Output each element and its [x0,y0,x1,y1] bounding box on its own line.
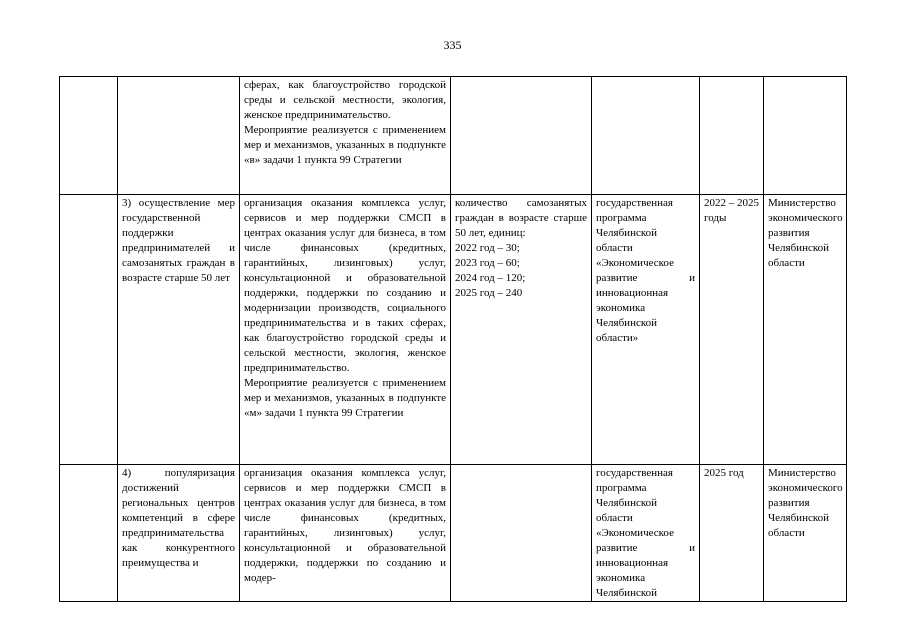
indicator-title: количество самозанятых граждан в возрасте старше 50 лет, единиц: [455,197,587,239]
indicator-value: 2025 год – 240 [455,287,523,299]
cell-number [60,77,118,195]
indicator-value: 2023 год – 60; [455,257,520,269]
cell-executor: Министерство экономического развития Челябинской области [764,195,847,465]
content-text: сферах, как благоустройство городской среды и сельской местности, экология, женское предпринимательство. [244,79,446,121]
table-row [60,195,847,465]
table-row [60,77,847,195]
cell-period [700,77,764,195]
indicator-value: 2022 год – 30; [455,242,520,254]
indicator-value: 2024 год – 120; [455,272,526,284]
content-text: организация оказания комплекса услуг, сервисов и мер поддержки СМСП в центрах оказания услуг для бизнеса, в том числе финансовых (кредитных, гарантийных, лизинговых) услуг, консультационной и образовательной поддержки, поддержки по созданию и модернизации производств, социального предпринимательства и в таких сферах, как благоустройство городской среды и сельской местности, экология, женское предпринимательство. [244,197,446,374]
page-number: 335 [443,38,462,52]
cell-executor [764,77,847,195]
content-note: Мероприятие реализуется с применением мер и механизмов, указанных в подпункте «м» задачи 1 пункта 99 Стратегии [244,377,446,419]
cell-indicator [451,465,592,602]
cell-measure: 3) осуществление мер государственной поддержки предпринимателей и самозанятых граждан в возрасте старше 50 лет [118,195,240,465]
cell-program [592,77,700,195]
cell-content [240,465,451,602]
cell-content [240,77,451,195]
content-text: организация оказания комплекса услуг, сервисов и мер поддержки СМСП в центрах оказания услуг для бизнеса, в том числе финансовых (кредитных, гарантийных, лизинговых) услуг, консультационной и образовательной поддержки, поддержки по созданию и модер- [244,467,446,584]
cell-indicator [451,77,592,195]
cell-measure: 4) популяризация достижений региональных центров компетенций в сфере предпринимательства как конкурентного преимущества и [118,465,240,602]
cell-indicator [451,195,592,465]
cell-content [240,195,451,465]
cell-period: 2022 – 2025 годы [700,195,764,465]
cell-number [60,195,118,465]
measures-table [59,76,847,602]
cell-program: государственная программа Челябинской области «Экономическое развитие и инновационная экономика Челябинской [592,465,700,602]
cell-period: 2025 год [700,465,764,602]
table-row [60,465,847,602]
cell-executor: Министерство экономического развития Челябинской области [764,465,847,602]
cell-measure [118,77,240,195]
content-note: Мероприятие реализуется с применением мер и механизмов, указанных в подпункте «в» задачи 1 пункта 99 Стратегии [244,124,446,166]
cell-number [60,465,118,602]
cell-program: государственная программа Челябинской области «Экономическое развитие и инновационная экономика Челябинской области» [592,195,700,465]
